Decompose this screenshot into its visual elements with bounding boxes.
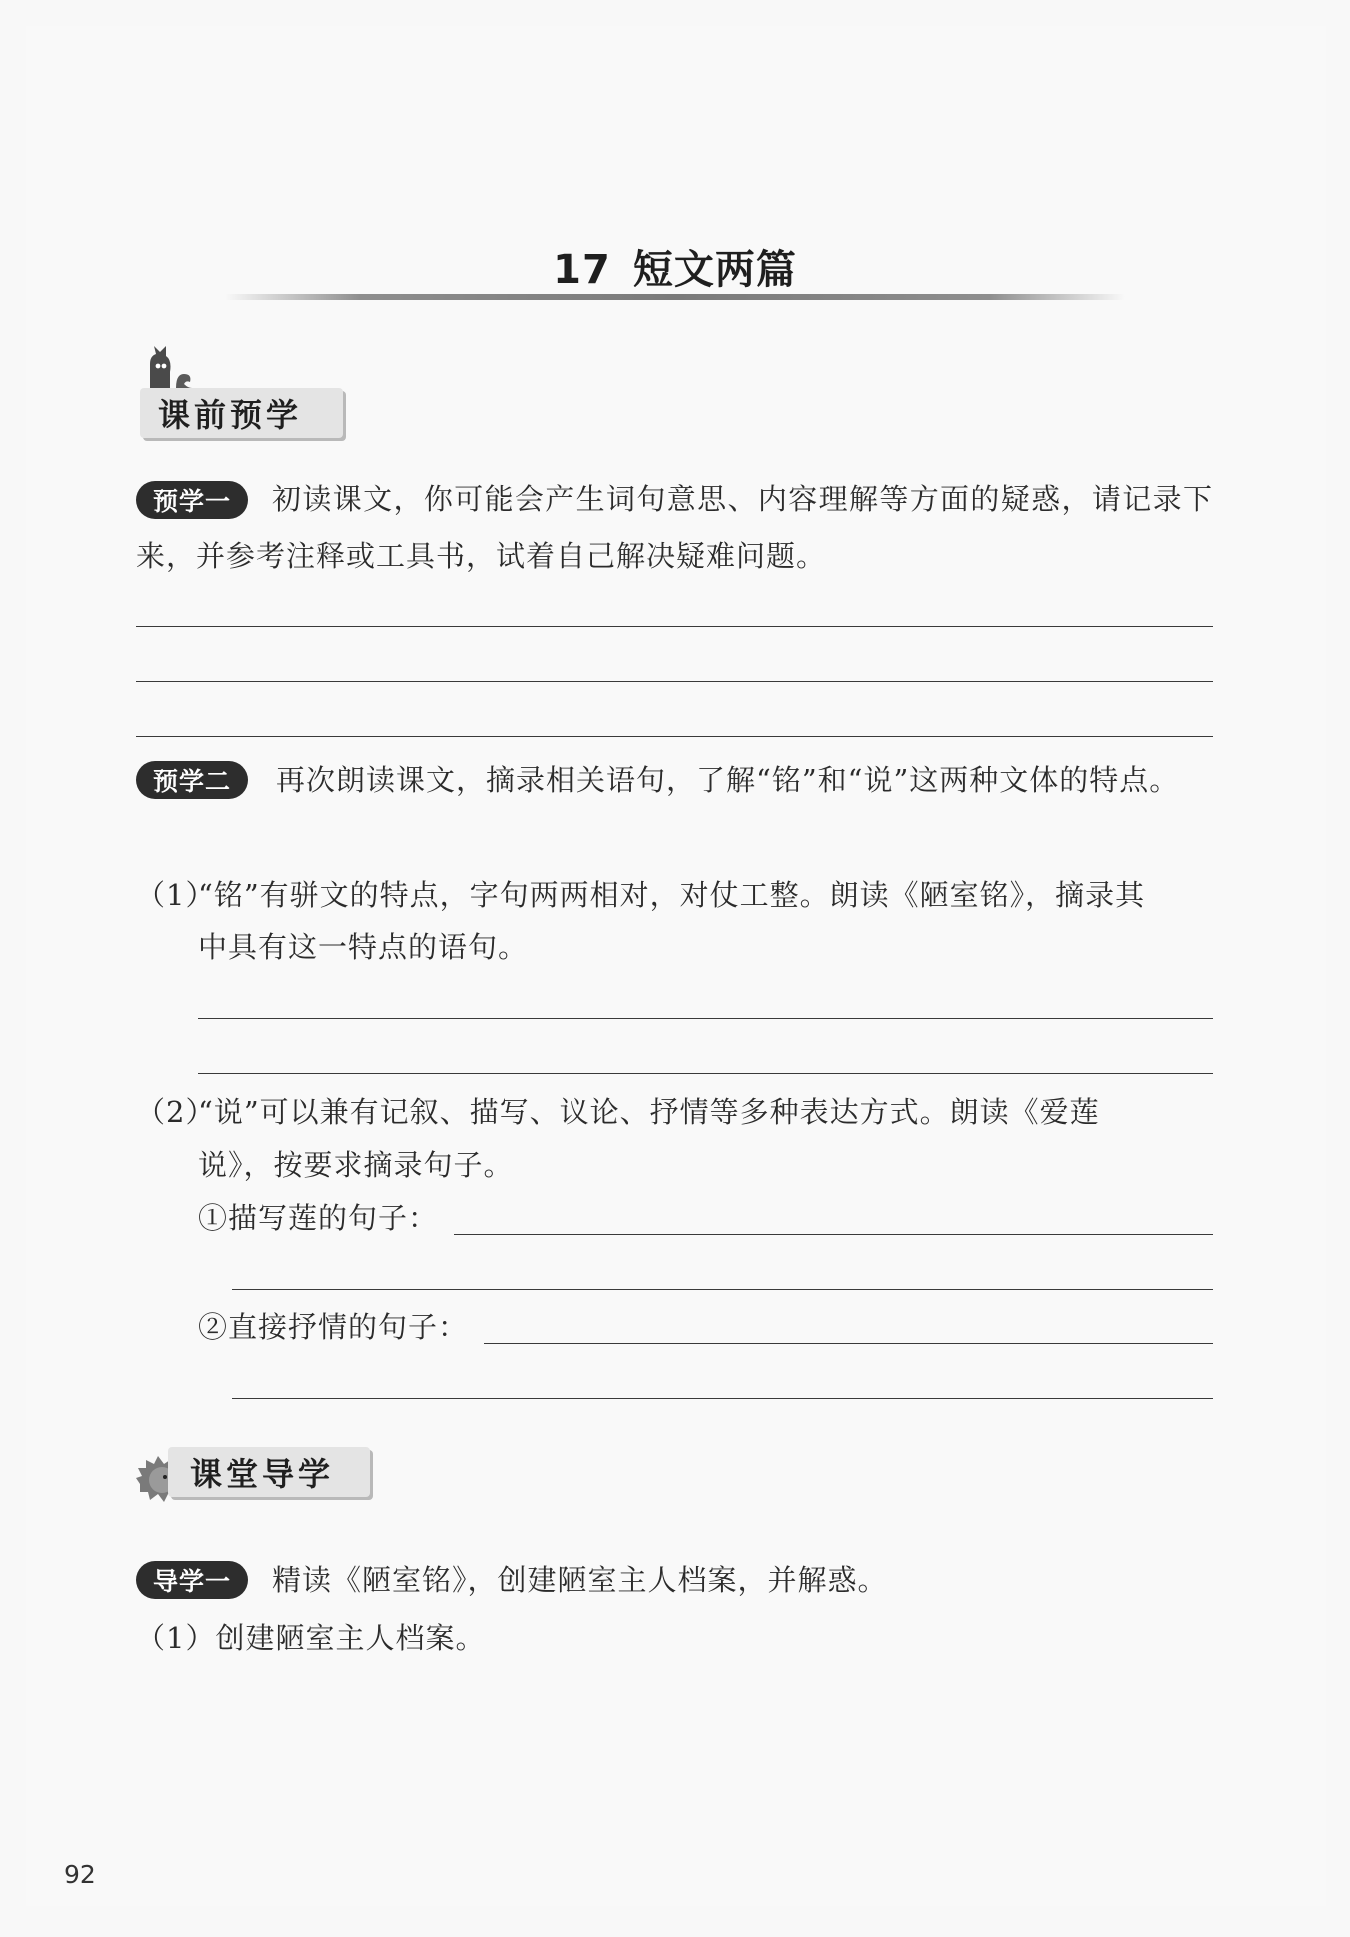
answer-line[interactable] xyxy=(232,1289,1213,1290)
section-banner-pre-study xyxy=(140,388,343,438)
section-banner-class-study xyxy=(168,1447,370,1497)
tag-pre-study-2: 预学二 xyxy=(136,761,248,799)
item2-sub1-label: ①描写莲的句子： xyxy=(198,1201,439,1235)
mascot-icon xyxy=(142,344,202,392)
answer-line[interactable] xyxy=(454,1234,1213,1235)
answer-line[interactable] xyxy=(136,626,1213,627)
lesson-name: 短文两篇 xyxy=(632,247,797,293)
answer-line[interactable] xyxy=(484,1343,1213,1344)
item2-sub2-label: ②直接抒情的句子： xyxy=(198,1310,469,1344)
item2-line1: “说”可以兼有记叙、描写、议论、抒情等多种表达方式。朗读《爱莲 xyxy=(198,1095,1100,1129)
section-title-class-study: 课堂导学 xyxy=(190,1455,335,1493)
section-title-pre-study: 课前预学 xyxy=(158,396,303,434)
tag-guide-1: 导学一 xyxy=(136,1561,248,1599)
answer-line[interactable] xyxy=(136,736,1213,737)
answer-line[interactable] xyxy=(136,681,1213,682)
task2-text: 再次朗读课文，摘录相关语句，了解“铭”和“说”这两种文体的特点。 xyxy=(276,763,1180,797)
lesson-number: 17 xyxy=(553,247,611,293)
answer-line[interactable] xyxy=(232,1398,1213,1399)
guide1-item1: （1）创建陋室主人档案。 xyxy=(136,1621,486,1655)
task1-text: 初读课文，你可能会产生词句意思、内容理解等方面的疑惑，请记录下来，并参考注释或工具书，试着自己解决疑难问题。 xyxy=(136,482,1213,573)
title-divider xyxy=(225,294,1125,300)
item2-label: （2） xyxy=(136,1095,216,1129)
guide1-text: 精读《陋室铭》，创建陋室主人档案，并解惑。 xyxy=(272,1563,888,1597)
item1-line2: 中具有这一特点的语句。 xyxy=(198,930,529,964)
item1-line1: “铭”有骈文的特点，字句两两相对，对仗工整。朗读《陋室铭》，摘录其 xyxy=(198,878,1146,912)
answer-line[interactable] xyxy=(198,1018,1213,1019)
answer-line[interactable] xyxy=(198,1073,1213,1074)
item2-line2: 说》，按要求摘录句子。 xyxy=(198,1148,514,1182)
page-number: 92 xyxy=(64,1860,96,1889)
tag-pre-study-1: 预学一 xyxy=(136,481,248,519)
item1-label: （1） xyxy=(136,878,216,912)
lesson-title xyxy=(0,238,1350,295)
